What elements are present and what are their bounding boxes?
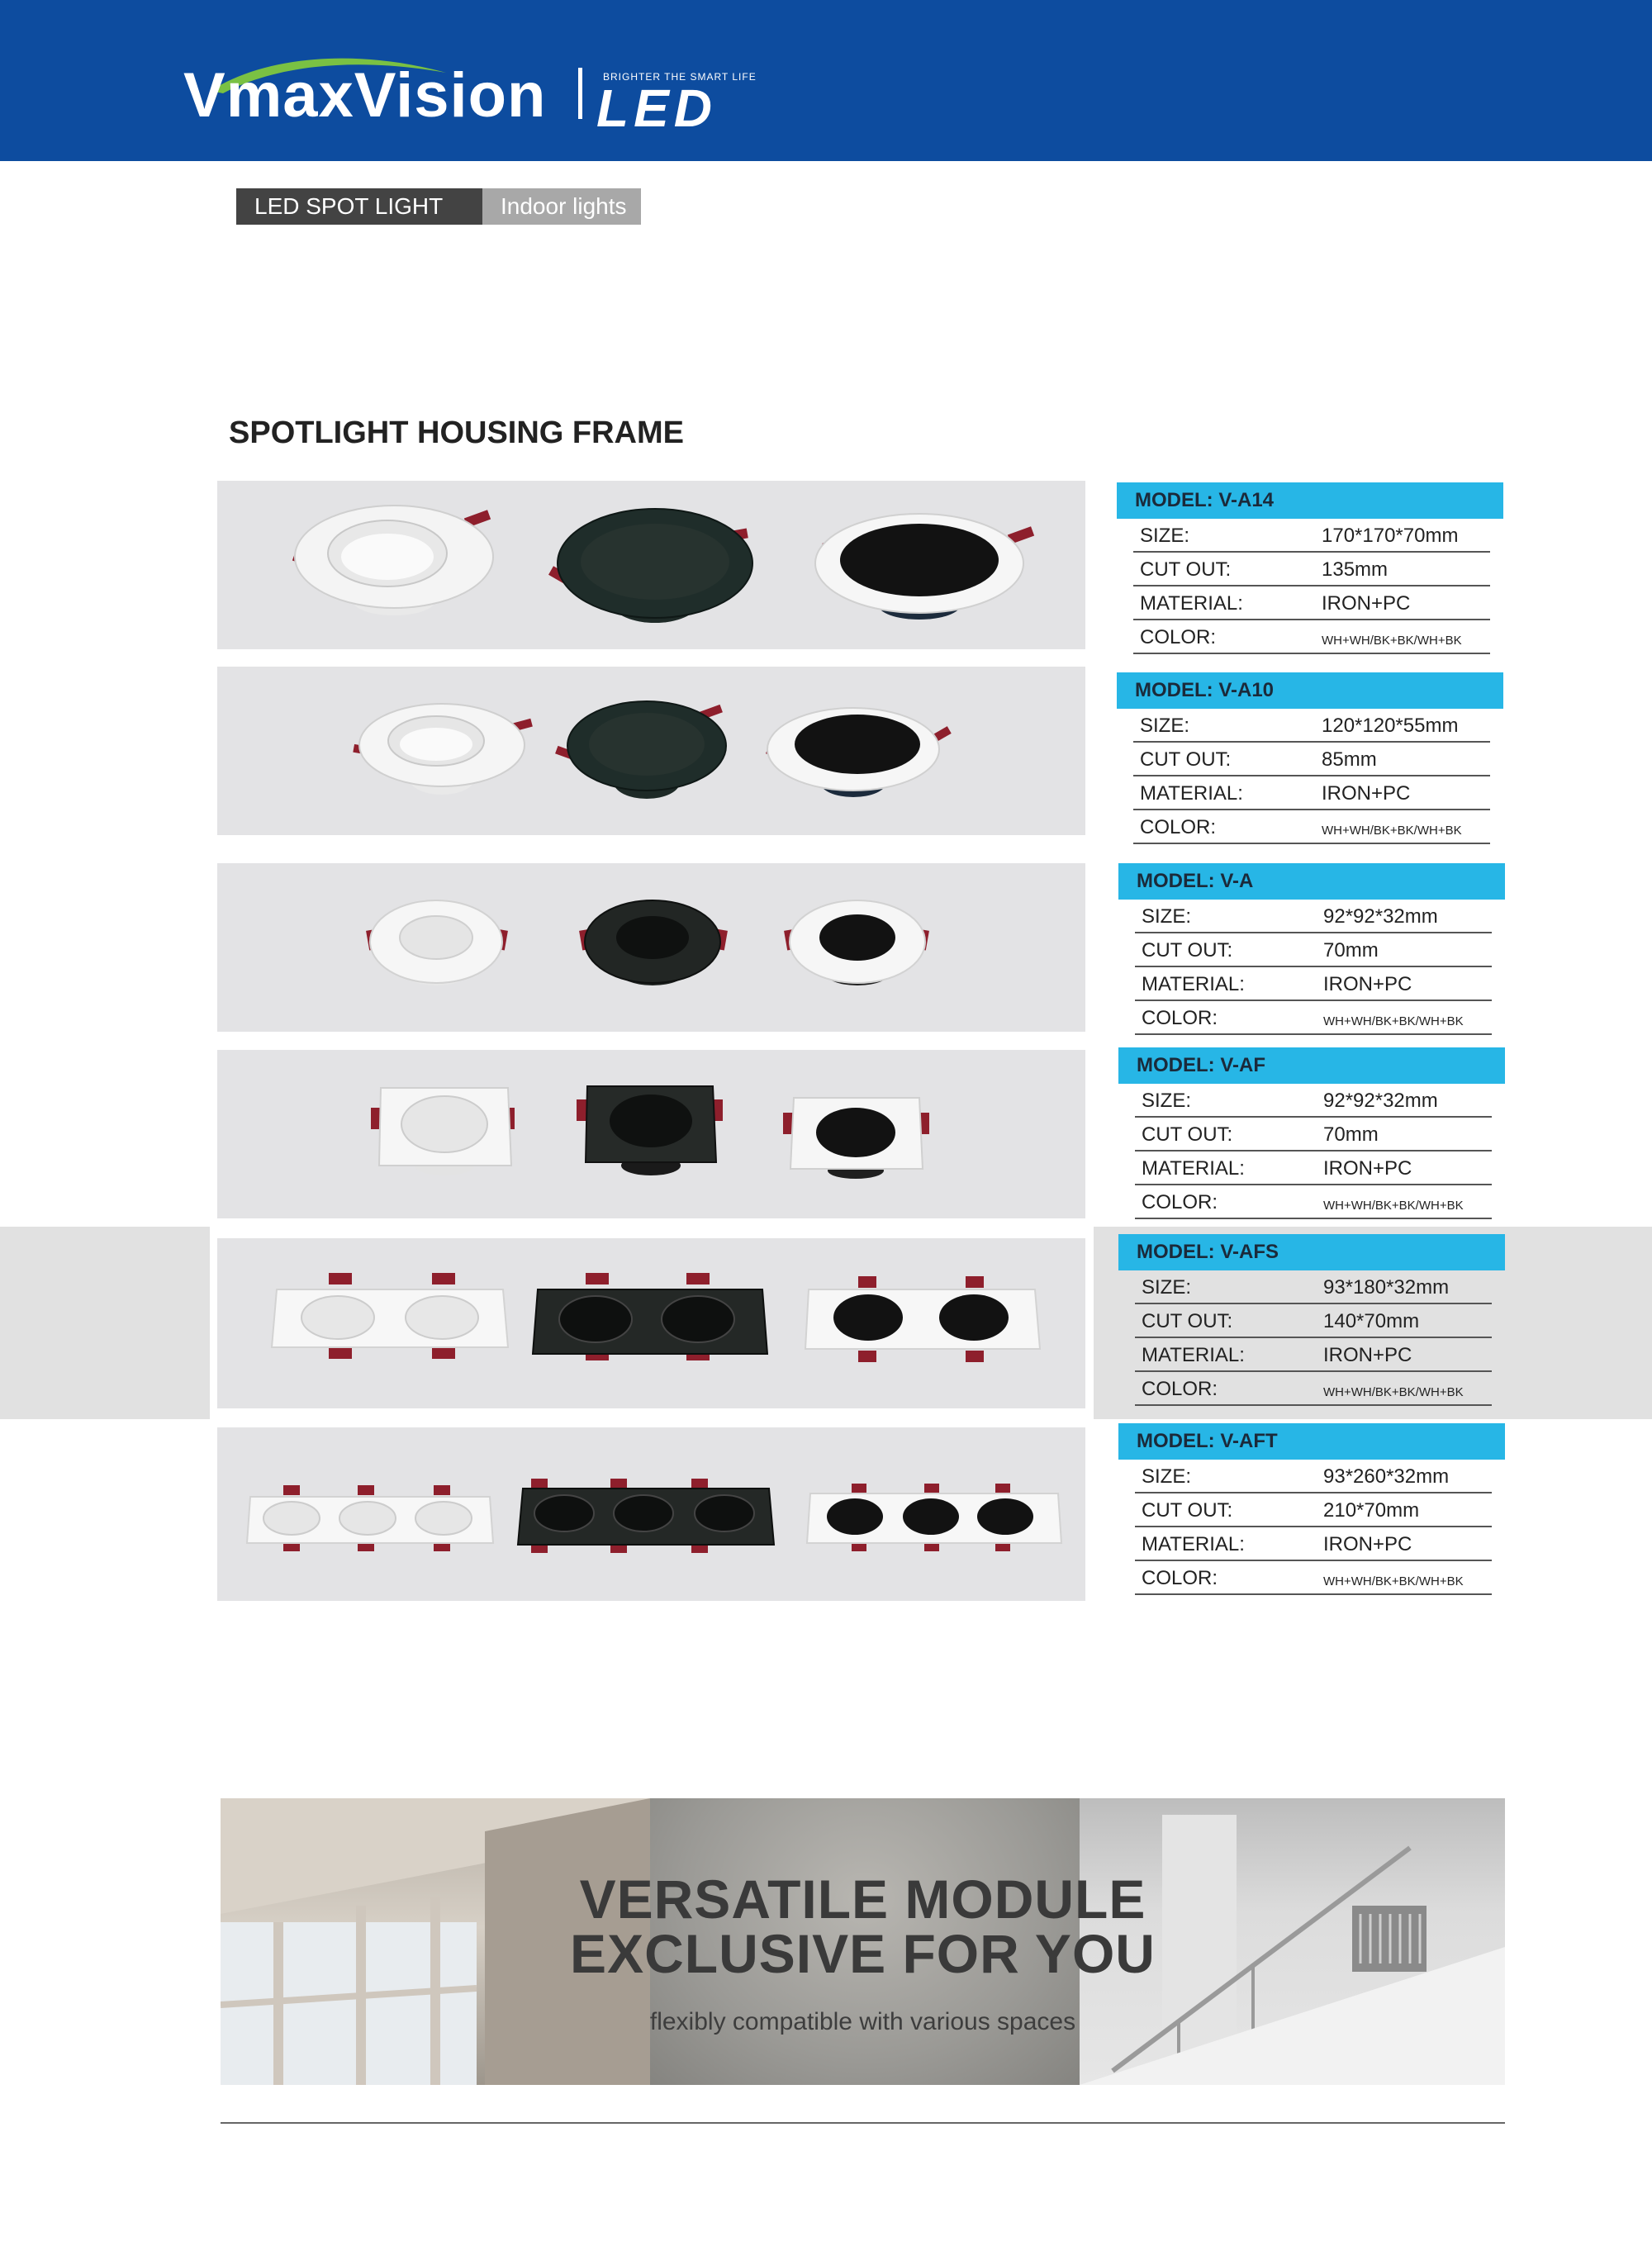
white-black-round-frame-image xyxy=(766,708,952,797)
spec-value: 210*70mm xyxy=(1323,1499,1420,1522)
spec-label: COLOR: xyxy=(1142,1007,1218,1029)
black-round-frame-image xyxy=(548,509,752,623)
product-image-row-v-af xyxy=(217,1050,1085,1218)
product-image-row-v-a14 xyxy=(217,481,1085,649)
product-image-row-v-afs xyxy=(217,1238,1085,1408)
spec-label: MATERIAL: xyxy=(1142,1157,1245,1180)
spec-value: 85mm xyxy=(1322,748,1377,771)
spec-row-cutout xyxy=(1133,743,1490,776)
spec-row-material xyxy=(1135,1527,1492,1561)
spec-label: SIZE: xyxy=(1140,715,1190,737)
promo-banner xyxy=(221,1798,1505,2085)
black-double-frame-image xyxy=(533,1273,767,1360)
spec-label: COLOR: xyxy=(1142,1378,1218,1400)
spec-row-color xyxy=(1135,1185,1492,1219)
model-header: MODEL: V-A14 xyxy=(1117,482,1503,519)
white-triple-frame-image xyxy=(247,1485,493,1551)
spec-value: WH+WH/BK+BK/WH+BK xyxy=(1323,1574,1464,1588)
footer-divider xyxy=(221,2122,1505,2124)
spec-row-material xyxy=(1133,776,1490,810)
white-black-triple-frame-image xyxy=(807,1484,1061,1551)
white-square-frame-image xyxy=(371,1088,515,1175)
category-breadcrumb xyxy=(236,188,641,225)
banner-headline-2: EXCLUSIVE FOR YOU xyxy=(570,1923,1156,1984)
page-title: SPOTLIGHT HOUSING FRAME xyxy=(229,415,684,450)
white-double-frame-image xyxy=(272,1273,508,1359)
spec-label: CUT OUT: xyxy=(1142,939,1233,962)
spec-value: WH+WH/BK+BK/WH+BK xyxy=(1323,1385,1464,1399)
spec-row-size xyxy=(1133,709,1490,743)
spec-value: WH+WH/BK+BK/WH+BK xyxy=(1323,1199,1464,1213)
product-image-row-v-a xyxy=(217,863,1085,1032)
spec-table-v-af xyxy=(1118,1047,1505,1219)
spec-row-color xyxy=(1133,810,1490,844)
spec-value: WH+WH/BK+BK/WH+BK xyxy=(1322,824,1462,838)
spec-row-size xyxy=(1135,1460,1492,1493)
spec-table-v-a xyxy=(1118,863,1505,1035)
spec-table-v-afs xyxy=(1118,1234,1505,1406)
spec-row-color xyxy=(1133,620,1490,654)
spec-label: SIZE: xyxy=(1142,1465,1192,1488)
white-round-frame-image xyxy=(366,900,508,985)
model-header: MODEL: V-A10 xyxy=(1117,672,1503,709)
spec-row-material xyxy=(1135,1338,1492,1372)
spec-value: IRON+PC xyxy=(1323,1157,1412,1180)
spec-table-v-a10 xyxy=(1117,672,1503,844)
spec-row-cutout xyxy=(1135,1304,1492,1338)
model-header: MODEL: V-A xyxy=(1118,863,1505,900)
black-round-frame-image xyxy=(555,701,726,799)
spec-table-v-aft xyxy=(1118,1423,1505,1595)
banner-subtitle: flexibly compatible with various spaces xyxy=(649,2008,1076,2035)
logo-divider xyxy=(578,68,582,119)
spec-label: SIZE: xyxy=(1140,525,1190,547)
brand-tagline: BRIGHTER THE SMART LIFE xyxy=(603,71,757,83)
spec-value: 93*260*32mm xyxy=(1323,1465,1450,1488)
white-round-frame-image xyxy=(292,506,493,615)
spec-row-cutout xyxy=(1135,933,1492,967)
white-black-round-frame-image xyxy=(784,900,929,985)
model-header: MODEL: V-AFS xyxy=(1118,1234,1505,1270)
spec-row-cutout xyxy=(1135,1118,1492,1151)
spec-label: SIZE: xyxy=(1142,1090,1192,1112)
white-black-square-frame-image xyxy=(783,1098,929,1179)
spec-value: WH+WH/BK+BK/WH+BK xyxy=(1323,1014,1464,1028)
brand-led: LED xyxy=(596,78,717,138)
spec-value: 70mm xyxy=(1323,1123,1379,1146)
spec-row-color xyxy=(1135,1001,1492,1035)
spec-label: SIZE: xyxy=(1142,905,1192,928)
spec-value: 92*92*32mm xyxy=(1323,905,1438,928)
highlight-band-left xyxy=(0,1227,210,1419)
spec-row-cutout xyxy=(1133,553,1490,586)
spec-row-size xyxy=(1135,1270,1492,1304)
spec-value: 135mm xyxy=(1322,558,1389,581)
spec-row-size xyxy=(1135,1084,1492,1118)
spec-row-material xyxy=(1135,967,1492,1001)
product-image-row-v-aft xyxy=(217,1427,1085,1601)
spec-value: 70mm xyxy=(1323,939,1379,962)
model-header: MODEL: V-AF xyxy=(1118,1047,1505,1084)
spec-label: CUT OUT: xyxy=(1142,1123,1233,1146)
spec-label: CUT OUT: xyxy=(1140,748,1232,771)
spec-value: 140*70mm xyxy=(1323,1310,1420,1332)
spec-value: IRON+PC xyxy=(1322,592,1411,615)
spec-row-cutout xyxy=(1135,1493,1492,1527)
spec-label: CUT OUT: xyxy=(1142,1499,1233,1522)
white-black-round-frame-image xyxy=(815,514,1034,620)
spec-label: CUT OUT: xyxy=(1142,1310,1233,1332)
spec-label: COLOR: xyxy=(1142,1567,1218,1589)
spec-value: 93*180*32mm xyxy=(1323,1276,1450,1299)
spec-row-color xyxy=(1135,1561,1492,1595)
spec-label: MATERIAL: xyxy=(1140,592,1243,615)
black-triple-frame-image xyxy=(518,1479,774,1553)
spec-row-material xyxy=(1135,1151,1492,1185)
spec-label: MATERIAL: xyxy=(1142,1344,1245,1366)
white-round-frame-image xyxy=(353,704,533,795)
subcategory-label: Indoor lights xyxy=(482,188,641,225)
spec-label: COLOR: xyxy=(1140,816,1217,838)
spec-row-color xyxy=(1135,1372,1492,1406)
white-black-double-frame-image xyxy=(805,1276,1040,1362)
black-round-frame-image xyxy=(579,900,728,985)
spec-label: MATERIAL: xyxy=(1142,1533,1245,1555)
header-bar xyxy=(0,0,1652,161)
brand-logo: VmaxVision xyxy=(183,60,547,131)
spec-label: CUT OUT: xyxy=(1140,558,1232,581)
product-image-row-v-a10 xyxy=(217,667,1085,835)
black-square-frame-image xyxy=(577,1086,723,1175)
banner-headline-1: VERSATILE MODULE xyxy=(579,1869,1146,1930)
spec-value: 170*170*70mm xyxy=(1322,525,1459,547)
spec-row-material xyxy=(1133,586,1490,620)
spec-row-size xyxy=(1133,519,1490,553)
spec-value: 120*120*55mm xyxy=(1322,715,1459,737)
spec-value: 92*92*32mm xyxy=(1323,1090,1438,1112)
spec-row-size xyxy=(1135,900,1492,933)
spec-table-v-a14 xyxy=(1117,482,1503,654)
spec-value: IRON+PC xyxy=(1323,1344,1412,1366)
spec-label: COLOR: xyxy=(1140,626,1217,648)
spec-value: IRON+PC xyxy=(1323,1533,1412,1555)
spec-value: IRON+PC xyxy=(1323,973,1412,995)
model-header: MODEL: V-AFT xyxy=(1118,1423,1505,1460)
spec-value: WH+WH/BK+BK/WH+BK xyxy=(1322,634,1462,648)
spec-label: SIZE: xyxy=(1142,1276,1192,1299)
spec-label: COLOR: xyxy=(1142,1191,1218,1213)
spec-value: IRON+PC xyxy=(1322,782,1411,805)
category-label: LED SPOT LIGHT xyxy=(236,188,482,225)
spec-label: MATERIAL: xyxy=(1142,973,1245,995)
spec-label: MATERIAL: xyxy=(1140,782,1243,805)
